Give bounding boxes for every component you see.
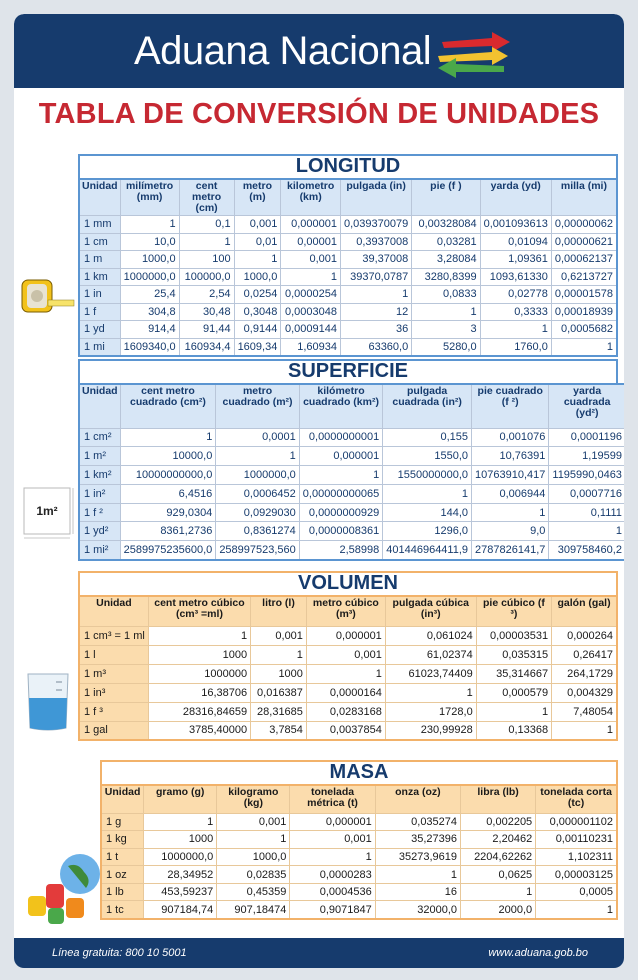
superficie-title: SUPERFICIE [287,360,409,382]
conversion-value: 0,0000000929 [299,503,382,522]
conversion-value: 0,016387 [251,683,307,702]
column-header: onza (oz) [375,785,460,813]
volumen-section [78,571,618,739]
table-row [79,522,624,541]
conversion-value: 0,01094 [480,233,551,251]
table-row [79,721,617,740]
conversion-value: 0,001 [290,831,375,849]
conversion-value: 907184,74 [144,901,217,919]
column-header: pulgada cuadrada (in²) [383,384,472,428]
conversion-value: 1 [551,338,617,356]
conversion-value: 0,001 [234,216,281,234]
table-row [79,683,617,702]
conversion-value: 39,37008 [340,251,411,269]
conversion-value: 258997523,560 [216,541,299,560]
conversion-value: 1 [251,645,307,664]
conversion-value: 0,6213727 [551,268,617,286]
column-header: kilómetro cuadrado (km²) [299,384,382,428]
conversion-value: 1296,0 [383,522,472,541]
conversion-value: 0,3937008 [340,233,411,251]
conversion-value: 3280,8399 [412,268,480,286]
conversion-value: 0,0007716 [549,484,624,503]
conversion-value: 2,54 [179,286,234,304]
table-row [79,466,624,485]
conversion-value: 0,00000062 [551,216,617,234]
row-unit-label: 1 yd² [79,522,120,541]
conversion-value: 0,3048 [234,303,281,321]
conversion-value: 0,0009144 [281,321,341,339]
conversion-value: 1609340,0 [120,338,179,356]
conversion-value: 100000,0 [179,268,234,286]
conversion-value: 0,00003531 [476,626,551,645]
conversion-value: 144,0 [383,503,472,522]
conversion-value: 10000000000,0 [120,466,216,485]
superficie-table [78,383,624,561]
column-header: tonelada métrica (t) [290,785,375,813]
page-title: TABLA DE CONVERSIÓN DE UNIDADES [38,98,600,130]
conversion-value: 1 [306,664,385,683]
conversion-value: 1,09361 [480,251,551,269]
masa-title: MASA [329,761,389,783]
table-row [79,251,617,269]
conversion-value: 453,59237 [144,883,217,901]
conversion-value: 32000,0 [375,901,460,919]
row-unit-label: 1 lb [101,883,144,901]
column-header: kilometro (km) [281,179,341,216]
column-header: litro (l) [251,596,307,626]
conversion-value: 1,102311 [536,848,617,866]
conversion-value: 0,0003048 [281,303,341,321]
conversion-value: 0,0929030 [216,503,299,522]
superficie-section [78,359,622,559]
conversion-value: 1 [217,831,290,849]
conversion-value: 0,0000283 [290,866,375,884]
conversion-value: 0,03281 [412,233,480,251]
website-link[interactable]: www.aduana.gob.bo [488,947,588,959]
row-unit-label: 1 m [79,251,120,269]
column-header: Unidad [79,179,120,216]
conversion-value: 1,19599 [549,447,624,466]
conversion-value: 10,0 [120,233,179,251]
header-row [101,785,617,813]
conversion-value: 1 [472,503,549,522]
column-header: Unidad [79,596,148,626]
conversion-value: 0,0254 [234,286,281,304]
table-row [79,664,617,683]
table-row [79,321,617,339]
conversion-value: 0,1111 [549,503,624,522]
conversion-value: 1000000 [148,664,250,683]
conversion-value: 1000 [251,664,307,683]
conversion-value: 0,000001 [290,813,375,831]
conversion-value: 0,00110231 [536,831,617,849]
conversion-value: 0,000001 [306,626,385,645]
row-unit-label: 1 kg [101,831,144,849]
conversion-value: 1 [148,626,250,645]
conversion-value: 0,001 [306,645,385,664]
masa-table [100,784,618,920]
row-unit-label: 1 mm [79,216,120,234]
column-header: metro cúbico (m³) [306,596,385,626]
conversion-value: 16,38706 [148,683,250,702]
conversion-value: 35,314667 [476,664,551,683]
longitud-section [78,154,618,353]
conversion-value: 0,000001 [281,216,341,234]
conversion-value: 1000,0 [217,848,290,866]
conversion-value: 1093,61330 [480,268,551,286]
tape-measure-icon [18,272,76,324]
conversion-value: 28,34952 [144,866,217,884]
conversion-value: 1728,0 [385,702,476,721]
conversion-value: 0,061024 [385,626,476,645]
header-row [79,179,617,216]
conversion-value: 929,0304 [120,503,216,522]
conversion-value: 1 [412,303,480,321]
table-row [101,813,617,831]
conversion-value: 0,001 [251,626,307,645]
conversion-value: 0,02778 [480,286,551,304]
column-header: milla (mi) [551,179,617,216]
conversion-value: 0,0004536 [290,883,375,901]
footer-bar [14,938,624,968]
conversion-value: 36 [340,321,411,339]
conversion-value: 9,0 [472,522,549,541]
row-unit-label: 1 m³ [79,664,148,683]
conversion-value: 10,76391 [472,447,549,466]
table-row [79,541,624,560]
conversion-value: 160934,4 [179,338,234,356]
conversion-value: 2204,62262 [461,848,536,866]
table-row [79,447,624,466]
conversion-value: 28,31685 [251,702,307,721]
conversion-value: 0,004329 [552,683,617,702]
table-row [79,233,617,251]
conversion-value: 1 [281,268,341,286]
column-header: pulgada (in) [340,179,411,216]
conversion-value: 0,001 [281,251,341,269]
conversion-value: 0,01 [234,233,281,251]
column-header: kilogramo (kg) [217,785,290,813]
row-unit-label: 1 in³ [79,683,148,702]
conversion-value: 63360,0 [340,338,411,356]
table-row [79,216,617,234]
conversion-value: 1 [461,883,536,901]
row-unit-label: 1 cm³ = 1 ml [79,626,148,645]
conversion-value: 0,0833 [412,286,480,304]
conversion-value: 1195990,0463 [549,466,624,485]
row-unit-label: 1 t [101,848,144,866]
column-header: pulgada cúbica (in³) [385,596,476,626]
conversion-value: 401446964411,9 [383,541,472,560]
conversion-value: 91,44 [179,321,234,339]
row-unit-label: 1 oz [101,866,144,884]
weights-icon [22,844,106,928]
conversion-value: 10763910,417 [472,466,549,485]
conversion-value: 1 [120,216,179,234]
row-unit-label: 1 in [79,286,120,304]
conversion-value: 7,48054 [552,702,617,721]
conversion-value: 0,035274 [375,813,460,831]
conversion-value: 0,155 [383,428,472,447]
conversion-value: 2,20462 [461,831,536,849]
column-header: tonelada corta (tc) [536,785,617,813]
conversion-value: 3785,40000 [148,721,250,740]
conversion-value: 1 [216,447,299,466]
conversion-value: 0,00000621 [551,233,617,251]
row-unit-label: 1 l [79,645,148,664]
conversion-value: 1 [480,321,551,339]
conversion-value: 1 [383,484,472,503]
conversion-value: 1760,0 [480,338,551,356]
conversion-value: 25,4 [120,286,179,304]
column-header: cent metro cúbico (cm³ =ml) [148,596,250,626]
conversion-value: 0,13368 [476,721,551,740]
conversion-value: 0,45359 [217,883,290,901]
column-header: yarda (yd) [480,179,551,216]
conversion-value: 0,00062137 [551,251,617,269]
conversion-value: 1550000000,0 [383,466,472,485]
table-row [101,883,617,901]
conversion-value: 0,00001578 [551,286,617,304]
conversion-value: 61023,74409 [385,664,476,683]
conversion-value: 0,000001 [299,447,382,466]
conversion-value: 5280,0 [412,338,480,356]
conversion-value: 0,9144 [234,321,281,339]
table-row [79,338,617,356]
conversion-value: 0,0006452 [216,484,299,503]
conversion-value: 0,035315 [476,645,551,664]
conversion-value: 304,8 [120,303,179,321]
table-row [79,645,617,664]
conversion-value: 1 [179,233,234,251]
table-row [101,866,617,884]
conversion-value: 0,001076 [472,428,549,447]
row-unit-label: 1 f ³ [79,702,148,721]
poster [14,14,624,968]
table-row [79,503,624,522]
conversion-value: 1609,34 [234,338,281,356]
conversion-value: 35273,9619 [375,848,460,866]
conversion-value: 3,28084 [412,251,480,269]
conversion-value: 39370,0787 [340,268,411,286]
column-header: metro (m) [234,179,281,216]
column-header: Unidad [79,384,120,428]
conversion-value: 0,0005 [536,883,617,901]
conversion-value: 3 [412,321,480,339]
column-header: libra (lb) [461,785,536,813]
conversion-value: 1 [385,683,476,702]
conversion-value: 2,58998 [299,541,382,560]
conversion-value: 10000,0 [120,447,216,466]
conversion-value: 1000,0 [234,268,281,286]
conversion-value: 0,000264 [552,626,617,645]
conversion-value: 0,0005682 [551,321,617,339]
column-header: Unidad [101,785,144,813]
conversion-value: 264,1729 [552,664,617,683]
conversion-value: 914,4 [120,321,179,339]
conversion-value: 0,00003125 [536,866,617,884]
conversion-value: 1 [340,286,411,304]
row-unit-label: 1 cm [79,233,120,251]
row-unit-label: 1 mi [79,338,120,356]
row-unit-label: 1 g [101,813,144,831]
table-row [101,831,617,849]
header-row [79,596,617,626]
conversion-value: 1 [299,466,382,485]
conversion-value: 6,4516 [120,484,216,503]
conversion-value: 0,001 [217,813,290,831]
conversion-value: 61,02374 [385,645,476,664]
column-header: gramo (g) [144,785,217,813]
column-header: pie cuadrado (f ²) [472,384,549,428]
conversion-value: 0,001093613 [480,216,551,234]
hotline-text: Línea gratuita: 800 10 5001 [52,947,187,959]
conversion-value: 1000000,0 [144,848,217,866]
conversion-value: 30,48 [179,303,234,321]
conversion-value: 0,00001 [281,233,341,251]
longitud-table [78,178,618,357]
conversion-value: 16 [375,883,460,901]
table-row [101,901,617,919]
square-meter-label: 1m² [36,504,58,518]
conversion-value: 0,0001196 [549,428,624,447]
conversion-value: 1 [549,522,624,541]
column-header: galón (gal) [552,596,617,626]
conversion-value: 1 [536,901,617,919]
conversion-value: 1550,0 [383,447,472,466]
volumen-table [78,595,618,741]
conversion-value: 0,0001 [216,428,299,447]
conversion-value: 0,0000000001 [299,428,382,447]
arrows-logo-icon [434,28,514,78]
table-row [79,484,624,503]
column-header: pie cúbico (f ³) [476,596,551,626]
masa-section [100,760,618,930]
conversion-value: 0,000001102 [536,813,617,831]
conversion-value: 3,7854 [251,721,307,740]
conversion-value: 2787826141,7 [472,541,549,560]
longitud-title: LONGITUD [295,155,401,177]
column-header: cent metro (cm) [179,179,234,216]
conversion-value: 100 [179,251,234,269]
conversion-value: 1 [476,702,551,721]
conversion-value: 0,0000164 [306,683,385,702]
row-unit-label: 1 cm² [79,428,120,447]
row-unit-label: 1 in² [79,484,120,503]
conversion-value: 1000,0 [120,251,179,269]
column-header: metro cuadrado (m²) [216,384,299,428]
table-row [79,303,617,321]
conversion-value: 28316,84659 [148,702,250,721]
conversion-value: 0,0000008361 [299,522,382,541]
volumen-title: VOLUMEN [298,572,398,594]
column-header: pie (f ) [412,179,480,216]
conversion-value: 0,0283168 [306,702,385,721]
header-row [79,384,624,428]
conversion-value: 0,002205 [461,813,536,831]
row-unit-label: 1 m² [79,447,120,466]
conversion-value: 0,02835 [217,866,290,884]
conversion-value: 0,26417 [552,645,617,664]
conversion-value: 1 [552,721,617,740]
conversion-value: 1 [144,813,217,831]
table-row [79,428,624,447]
row-unit-label: 1 mi² [79,541,120,560]
beaker-icon [20,668,76,734]
table-row [79,626,617,645]
table-row [79,286,617,304]
conversion-value: 0,00000000065 [299,484,382,503]
conversion-value: 8361,2736 [120,522,216,541]
conversion-value: 0,000579 [476,683,551,702]
conversion-value: 1 [234,251,281,269]
conversion-value: 1000 [148,645,250,664]
conversion-value: 0,8361274 [216,522,299,541]
conversion-value: 0,0625 [461,866,536,884]
row-unit-label: 1 f [79,303,120,321]
conversion-value: 0,1 [179,216,234,234]
conversion-value: 230,99928 [385,721,476,740]
conversion-value: 0,00328084 [412,216,480,234]
row-unit-label: 1 gal [79,721,148,740]
conversion-value: 1,60934 [281,338,341,356]
conversion-value: 0,006944 [472,484,549,503]
row-unit-label: 1 yd [79,321,120,339]
conversion-value: 0,00018939 [551,303,617,321]
row-unit-label: 1 tc [101,901,144,919]
header-bar [14,14,624,88]
column-header: milímetro (mm) [120,179,179,216]
conversion-value: 35,27396 [375,831,460,849]
conversion-value: 0,0000254 [281,286,341,304]
conversion-value: 1 [120,428,216,447]
conversion-value: 1000 [144,831,217,849]
column-header: cent metro cuadrado (cm²) [120,384,216,428]
row-unit-label: 1 km² [79,466,120,485]
table-row [79,268,617,286]
table-row [79,702,617,721]
row-unit-label: 1 km [79,268,120,286]
conversion-value: 309758460,2 [549,541,624,560]
conversion-value: 1000000,0 [216,466,299,485]
conversion-value: 1000000,0 [120,268,179,286]
conversion-value: 1 [375,866,460,884]
column-header: yarda cuadrada (yd²) [549,384,624,428]
table-row [101,848,617,866]
brand-name: Aduana Nacional [134,29,432,73]
conversion-value: 2000,0 [461,901,536,919]
conversion-value: 0,0037854 [306,721,385,740]
conversion-value: 1 [290,848,375,866]
conversion-value: 0,9071847 [290,901,375,919]
conversion-value: 0,3333 [480,303,551,321]
conversion-value: 907,18474 [217,901,290,919]
row-unit-label: 1 f ² [79,503,120,522]
conversion-value: 0,039370079 [340,216,411,234]
conversion-value: 2589975235600,0 [120,541,216,560]
conversion-value: 12 [340,303,411,321]
